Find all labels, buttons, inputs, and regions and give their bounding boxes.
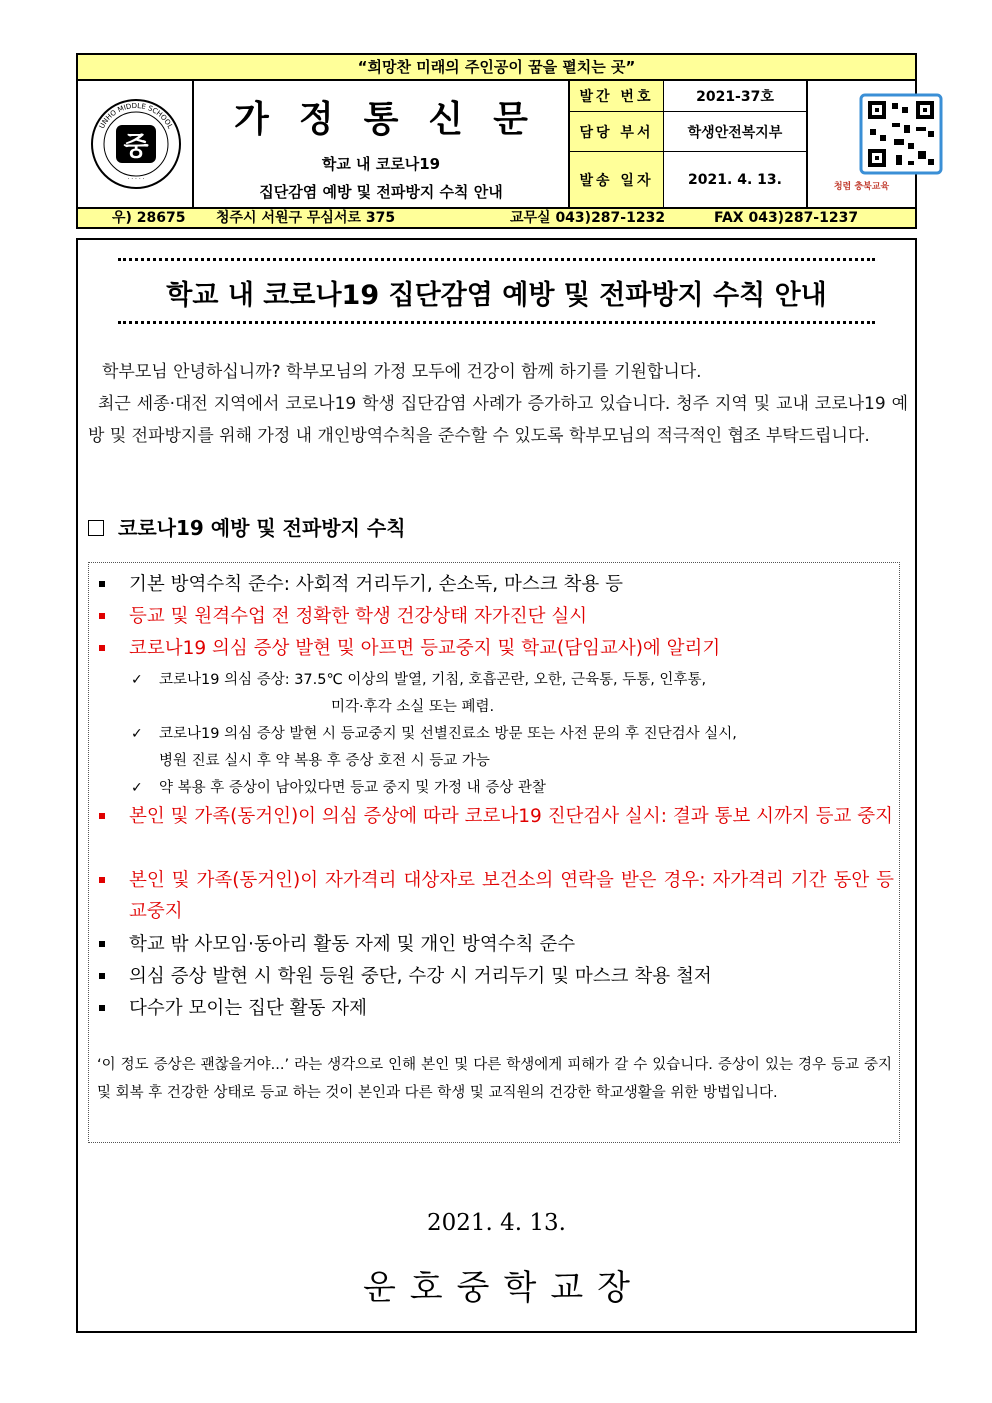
headline-frame bbox=[118, 258, 875, 324]
square-bullet-icon bbox=[99, 813, 105, 819]
logo-glyph: 중 bbox=[123, 132, 149, 162]
symptom-check-item: ✓ 약 복용 후 증상이 남아있다면 등교 중지 및 가정 내 증상 관찰 bbox=[131, 775, 891, 802]
symptom-check-item: ✓ 코로나19 의심 증상: 37.5℃ 이상의 발열, 기침, 호흡곤란, 오한, 근육통, 두통, 인후통, 미각·후각 소실 또는 폐렴. bbox=[131, 667, 891, 721]
rule-item: 등교 및 원격수업 전 정확한 학생 건강상태 자가진단 실시 bbox=[99, 601, 894, 632]
rule-item: 학교 밖 사모임·동아리 활동 자제 및 개인 방역수칙 준수 bbox=[99, 929, 894, 960]
square-bullet-icon bbox=[99, 973, 105, 979]
fax-number: FAX 043)287-1237 bbox=[714, 210, 859, 226]
square-bullet-icon bbox=[99, 941, 105, 947]
rule-item: 코로나19 의심 증상 발현 및 아프면 등교중지 및 학교(담임교사)에 알리기 bbox=[99, 633, 894, 664]
qr-cell bbox=[808, 81, 915, 207]
issue-date: 2021. 4. 13. bbox=[427, 1210, 566, 1236]
newsletter-header bbox=[76, 53, 917, 229]
rule-item: 본인 및 가족(동거인)이 자가격리 대상자로 보건소의 연락을 받은 경우: 자가격리 기간 동안 등교중지 bbox=[99, 865, 894, 927]
info-row-send-date: 발송 일자 2021. 4. 13. bbox=[570, 152, 806, 207]
intro-greeting: 학부모님 안녕하십니까? 학부모님의 가정 모두에 건강이 함께 하기를 기원합니다. bbox=[102, 362, 702, 382]
section-title: 코로나19 예방 및 전파방지 수칙 bbox=[88, 512, 406, 541]
street-address: 청주시 서원구 무심서로 375 bbox=[216, 210, 396, 226]
checkmark-icon: ✓ bbox=[131, 726, 143, 742]
rule-item: 본인 및 가족(동거인)이 의심 증상에 따라 코로나19 진단검사 실시: 결과 통보 시까지 등교 중지 bbox=[99, 801, 894, 832]
square-bullet-icon bbox=[99, 877, 105, 883]
checkmark-icon: ✓ bbox=[131, 780, 143, 796]
title-cell bbox=[194, 81, 570, 207]
info-row-issue-number: 발간 번호 2021-37호 bbox=[570, 81, 806, 112]
school-logo-cell bbox=[78, 81, 194, 207]
issue-info-table bbox=[570, 81, 808, 207]
square-bullet-icon bbox=[99, 645, 105, 651]
principal-signature: 운호중학교장 bbox=[362, 1268, 645, 1308]
newsletter-title: 가정통신문 bbox=[234, 98, 558, 140]
address-bar bbox=[78, 207, 915, 227]
svg-text:· · · · ·: · · · · · bbox=[127, 176, 145, 183]
rules-box bbox=[88, 562, 900, 1143]
qr-caption: 청렴 충북교육 bbox=[833, 182, 890, 192]
rule-item: 의심 증상 발현 시 학원 등원 중단, 수강 시 거리두기 및 마스크 착용 철저 bbox=[99, 961, 894, 992]
square-bullet-icon bbox=[99, 1005, 105, 1011]
square-bullet-icon bbox=[99, 613, 105, 619]
square-bullet-icon bbox=[99, 581, 105, 587]
intro-body: 최근 세종·대전 지역에서 코로나19 학생 집단감염 사례가 증가하고 있습니다. 청주 지역 및 교내 코로나19 예방 및 전파방지를 위해 가정 내 개인방역수칙을 준수할 수 있도록 학부모님의 적극적인 협조 부탁드립니다. bbox=[88, 394, 908, 446]
newsletter-subtitle-1: 학교 내 코로나19 bbox=[321, 155, 441, 173]
school-motto: “희망찬 미래의 주인공이 꿈을 펼치는 곳” bbox=[78, 55, 915, 81]
postal-code: 우) 28675 bbox=[112, 210, 186, 226]
checkmark-icon: ✓ bbox=[131, 672, 143, 688]
newsletter-body bbox=[76, 238, 917, 1333]
headline: 학교 내 코로나19 집단감염 예방 및 전파방지 수칙 안내 bbox=[166, 280, 827, 311]
logo-ring-text: UNHO MIDDLE SCHOOL bbox=[97, 101, 175, 131]
office-phone: 교무실 043)287-1232 bbox=[510, 210, 666, 226]
rule-item: 기본 방역수칙 준수: 사회적 거리두기, 손소독, 마스크 착용 등 bbox=[99, 569, 894, 600]
info-row-department: 담당 부서 학생안전복지부 bbox=[570, 112, 806, 152]
rule-item: 다수가 모이는 집단 활동 자제 bbox=[99, 993, 894, 1024]
school-emblem-icon bbox=[78, 81, 194, 207]
newsletter-subtitle-2: 집단감염 예방 및 전파방지 수칙 안내 bbox=[259, 183, 503, 201]
qr-code-icon bbox=[808, 81, 992, 181]
closing-note: ‘이 정도 증상은 괜찮을거야...’ 라는 생각으로 인해 본인 및 다른 학생에게 피해가 갈 수 있습니다. 증상이 있는 경우 등교 중지 및 회복 후 건강한 상태로 등교 하는 것이 본인과 다른 학생 및 교직원의 건강한 학교생활을 위한 방법입니다. bbox=[97, 1057, 892, 1101]
symptom-check-item: ✓ 코로나19 의심 증상 발현 시 등교중지 및 선별진료소 방문 또는 사전 문의 후 진단검사 실시, 병원 진료 실시 후 약 복용 후 증상 호전 시 등교 가능 bbox=[131, 721, 891, 775]
checkbox-square-icon bbox=[88, 520, 104, 536]
